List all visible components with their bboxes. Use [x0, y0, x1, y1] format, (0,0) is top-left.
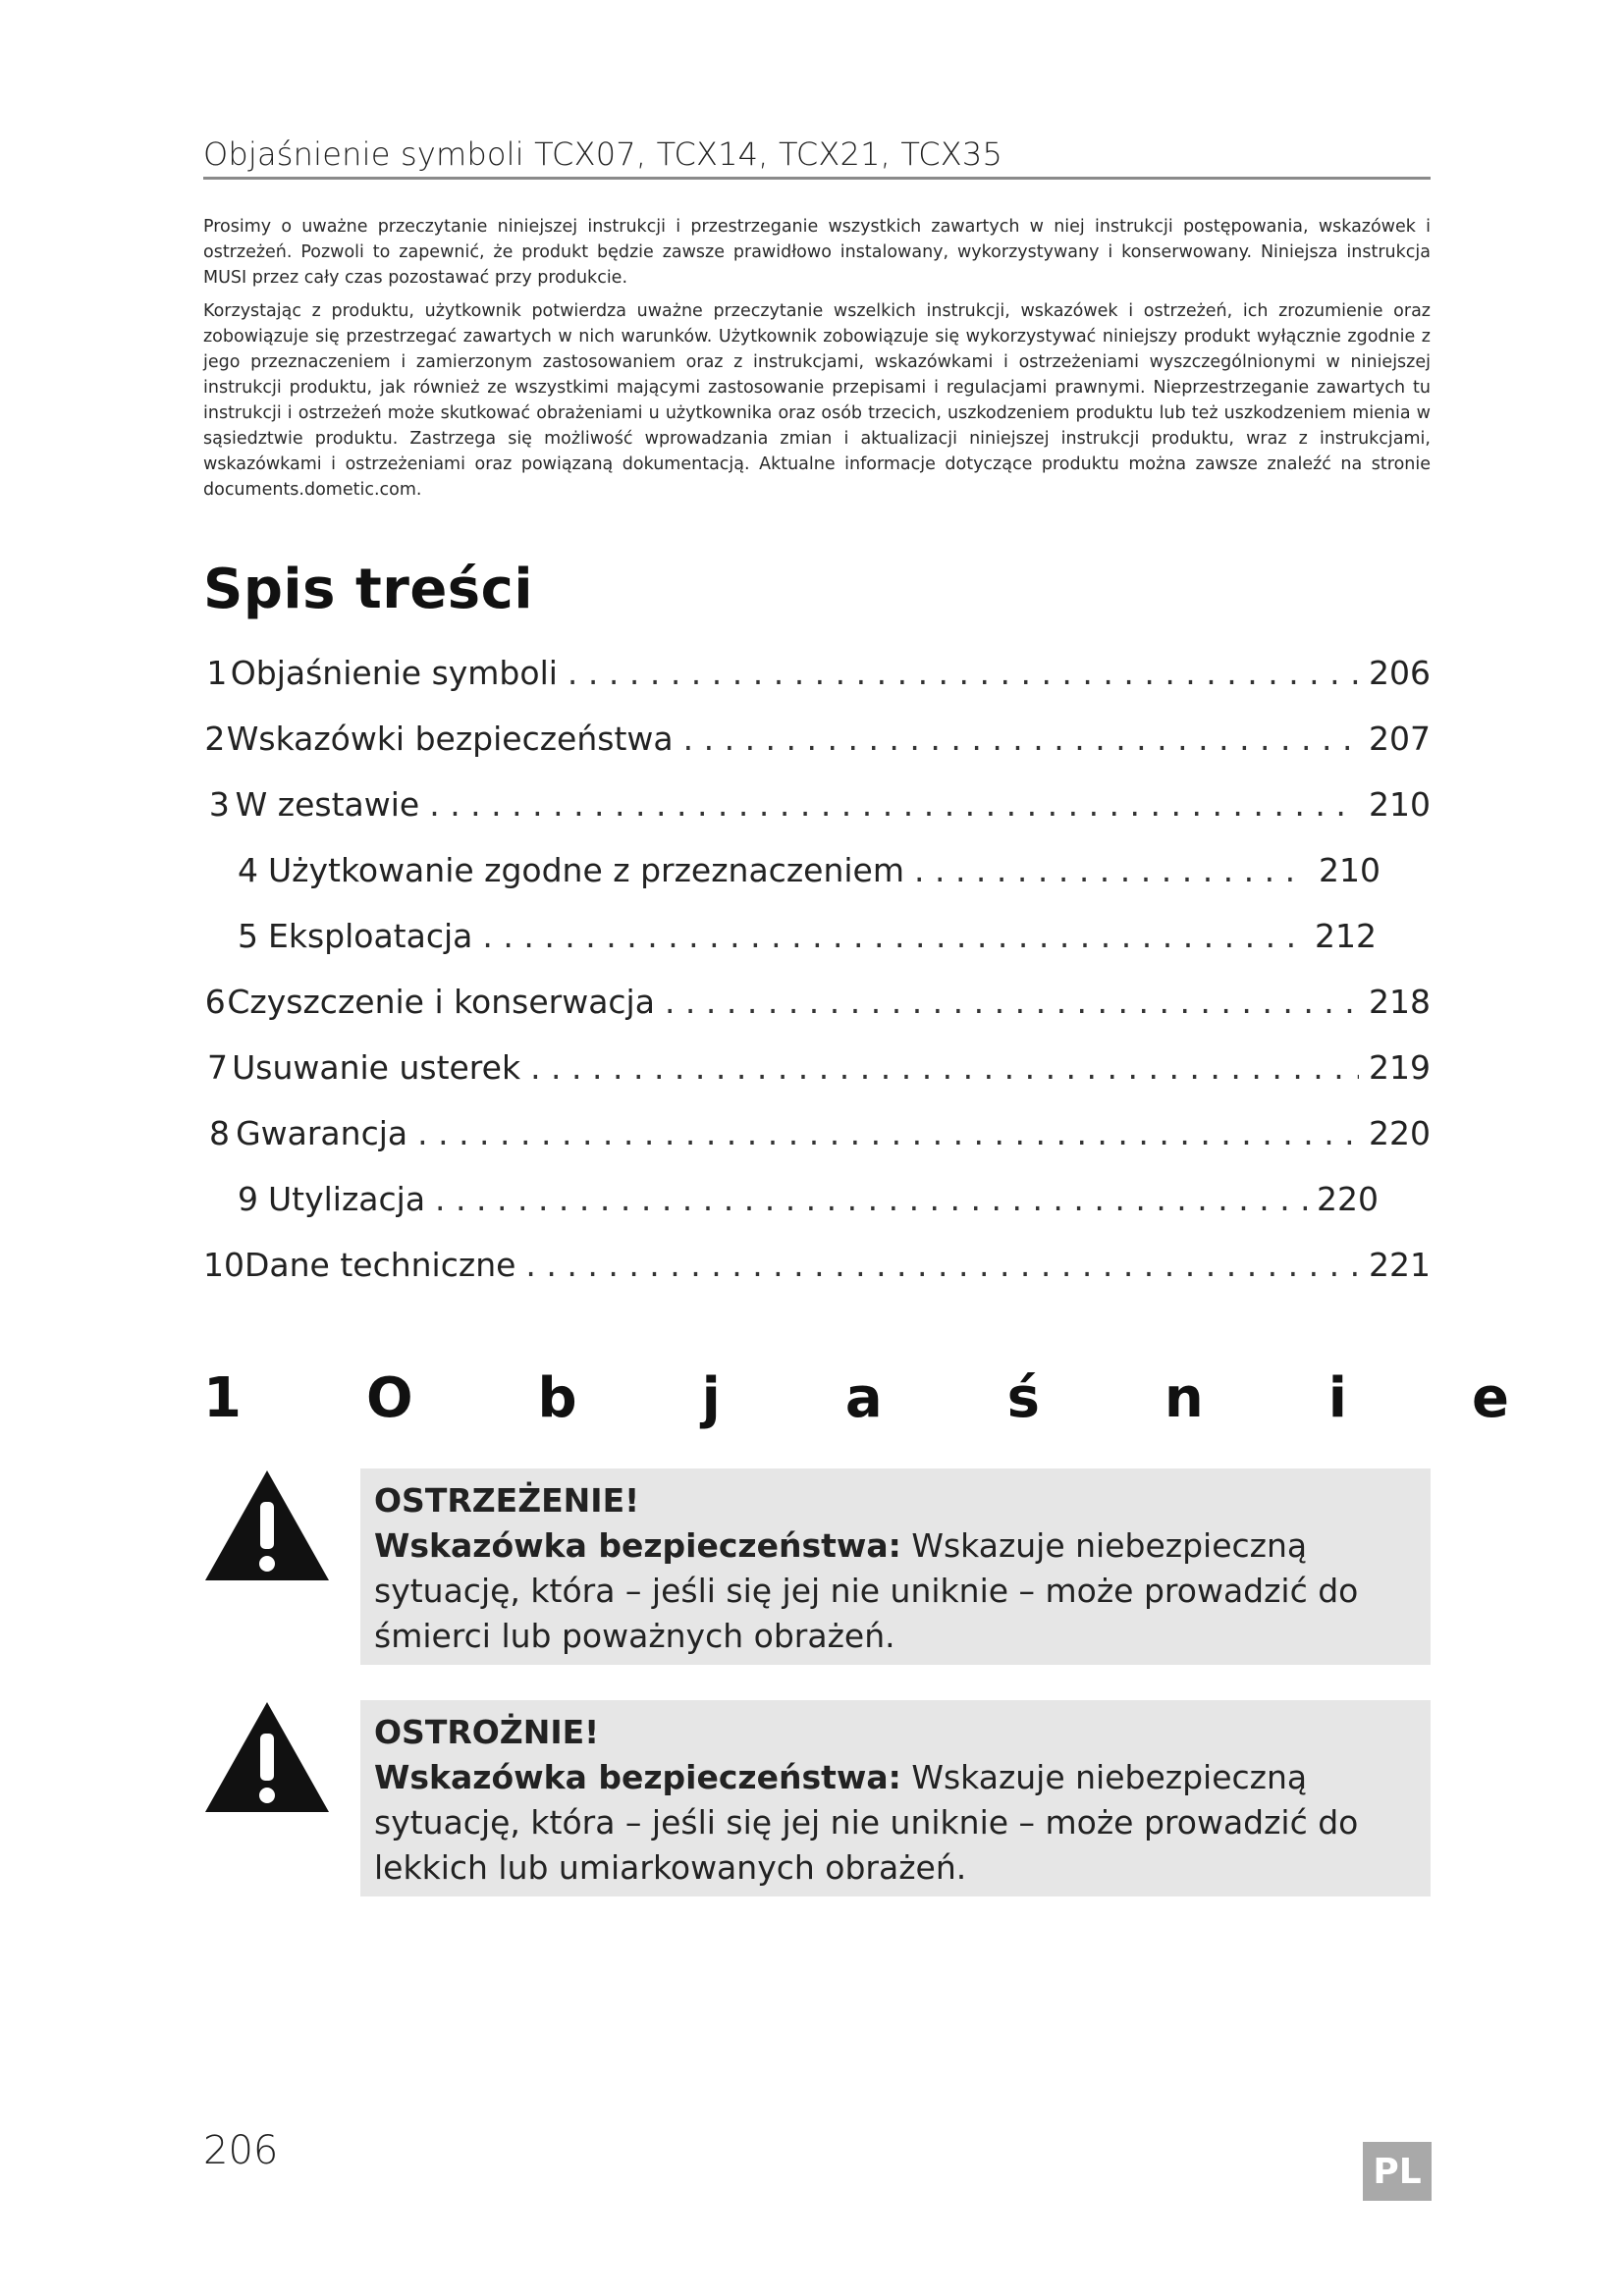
toc-entry-page: 210: [1369, 785, 1431, 824]
toc-entry-number: 7: [207, 1048, 229, 1087]
toc-entry-label: Gwarancja: [236, 1114, 408, 1152]
toc-entry-label: W zestawie: [235, 785, 420, 824]
toc-entry-page: 212: [1315, 917, 1377, 955]
toc-leader-dots: [417, 1114, 1359, 1152]
toc-leader-dots: [530, 1048, 1359, 1087]
warning-triangle-icon: [203, 1700, 331, 1814]
toc-entry-label: Użytkowanie zgodne z przeznaczeniem: [268, 851, 904, 889]
language-badge: PL: [1363, 2142, 1432, 2201]
toc-entry-4[interactable]: [238, 851, 1380, 894]
notice-lead: Wskazówka bezpieczeństwa:: [374, 1758, 901, 1796]
toc-leader-dots: [683, 720, 1359, 758]
toc-entry-number: 9: [238, 1180, 258, 1218]
notice-text: Wskazuje niebezpieczną sytuację, która – jeśli się jej nie uniknie – może prowadzić do śmierci lub poważnych obrażeń.: [374, 1526, 1359, 1655]
toc-leader-dots: [914, 851, 1309, 889]
toc-entry-page: 210: [1319, 851, 1380, 889]
notice-lead: Wskazówka bezpieczeństwa:: [374, 1526, 901, 1565]
toc-entry-number: 2: [204, 720, 226, 758]
section-heading-char: O: [365, 1366, 413, 1430]
toc-entry-number: 3: [208, 785, 230, 824]
toc-leader-dots: [525, 1246, 1359, 1284]
toc-entry-label: Czyszczenie i konserwacja: [227, 983, 655, 1021]
toc-leader-dots: [568, 654, 1359, 692]
intro-text-2: Korzystając z produktu, użytkownik potwierdza uważne przeczytanie wszelkich instrukcji, wskazówek i ostrzeżeń, ich zrozumienie oraz zobowiązuje się przestrzegać zawartych w nich warunków. Użytkownik zobowiązuje się wykorzystywać niniejszy produkt wyłącznie zgodnie z jego przeznaczeniem i zamierzonym zastosowaniem oraz z instrukcjami, wskazówkami i ostrzeżeniami wyszczególnionymi w niniejszej instrukcji produktu, jak również ze wszystkimi mającymi zastosowanie przepisami i regulacjami prawnymi. Nieprzestrzeganie zawartych tu instrukcji i ostrzeżeń może skutkować obrażeniami u użytkownika oraz osób trzecich, uszkodzeniem produktu lub też uszkodzeniem mienia w sąsiedztwie produktu. Zastrzega się możliwość wprowadzania zmian i aktualizacji niniejszej instrukcji produktu, wraz z instrukcjami, wskazówkami i ostrzeżeniami oraz powiązaną dokumentacją. Aktualne informacje dotyczące produktu można zawsze znaleźć na stronie documents.dometic.com.: [203, 301, 1431, 500]
toc-entry-label: Utylizacja: [268, 1180, 426, 1218]
intro-paragraph-2: [203, 298, 1431, 503]
notice-body: [374, 1523, 1417, 1659]
toc-leader-dots: [482, 917, 1305, 955]
intro-text-1: Prosimy o uważne przeczytanie niniejszej instrukcji i przestrzeganie wszystkich zawartych w niej instrukcji postępowania, wskazówek i ostrzeżeń. Pozwoli to zapewnić, że produkt będzie zawsze prawidłowo instalowany, wykorzystywany i konserwowany. Niniejsza instrukcja MUSI przez cały czas pozostawać przy produkcie.: [203, 217, 1431, 288]
toc-entry-6[interactable]: [203, 983, 1431, 1026]
notice-title: OSTROŻNIE!: [374, 1713, 600, 1751]
toc-entry-number: 10: [203, 1246, 244, 1284]
toc-leader-dots: [435, 1180, 1307, 1218]
section-heading-char: 1: [203, 1366, 242, 1430]
warning-notice-box: [360, 1468, 1431, 1665]
toc-entry-number: 6: [204, 983, 226, 1021]
toc-entry-3[interactable]: [203, 785, 1431, 828]
toc-entry-page: 207: [1369, 720, 1431, 758]
toc-title: Spis treści: [203, 558, 534, 621]
toc-entry-page: 218: [1369, 983, 1431, 1021]
header-divider: [203, 177, 1431, 180]
toc-entry-page: 206: [1369, 654, 1431, 692]
toc-entry-label: Usuwanie usterek: [232, 1048, 521, 1087]
toc-entry-number: 4: [238, 851, 258, 889]
toc-entry-label: Eksploatacja: [268, 917, 473, 955]
caution-notice-box: [360, 1700, 1431, 1896]
section-heading-char: ś: [1006, 1366, 1040, 1430]
toc-entry-9[interactable]: [238, 1180, 1379, 1223]
toc-entry-page: 221: [1369, 1246, 1431, 1284]
toc-entry-8[interactable]: [203, 1114, 1431, 1157]
section-heading-char: n: [1164, 1366, 1204, 1430]
section-heading: [203, 1366, 1509, 1430]
toc-entry-page: 220: [1369, 1114, 1431, 1152]
toc-entry-page: 220: [1317, 1180, 1379, 1218]
toc-entry-number: 1: [206, 654, 228, 692]
toc-entry-1[interactable]: [203, 654, 1431, 697]
notice-title: OSTRZEŻENIE!: [374, 1481, 640, 1520]
toc-entry-7[interactable]: [203, 1048, 1431, 1092]
toc-entry-number: 8: [209, 1114, 231, 1152]
section-heading-char: i: [1327, 1366, 1347, 1430]
toc-entry-label: Objaśnienie symboli: [230, 654, 558, 692]
toc-entry-page: 219: [1369, 1048, 1431, 1087]
section-heading-char: e: [1471, 1366, 1509, 1430]
toc-leader-dots: [665, 983, 1359, 1021]
toc-entry-5[interactable]: [238, 917, 1377, 960]
toc-entry-label: Dane techniczne: [244, 1246, 516, 1284]
running-header: Objaśnienie symboli TCX07, TCX14, TCX21, TCX35: [203, 135, 1003, 173]
section-heading-char: a: [844, 1366, 883, 1430]
section-heading-char: j: [701, 1366, 721, 1430]
toc-entry-number: 5: [238, 917, 258, 955]
notice-text: Wskazuje niebezpieczną sytuację, która – jeśli się jej nie uniknie – może prowadzić do lekkich lub umiarkowanych obrażeń.: [374, 1758, 1359, 1887]
page-number: 206: [203, 2128, 279, 2173]
toc-entry-2[interactable]: [203, 720, 1431, 763]
toc-entry-label: Wskazówki bezpieczeństwa: [226, 720, 674, 758]
toc-leader-dots: [429, 785, 1359, 824]
notice-body: [374, 1755, 1417, 1891]
toc-entry-10[interactable]: [203, 1246, 1431, 1289]
section-heading-char: b: [537, 1366, 577, 1430]
intro-paragraph-1: [203, 214, 1431, 291]
warning-triangle-icon: [203, 1468, 331, 1582]
